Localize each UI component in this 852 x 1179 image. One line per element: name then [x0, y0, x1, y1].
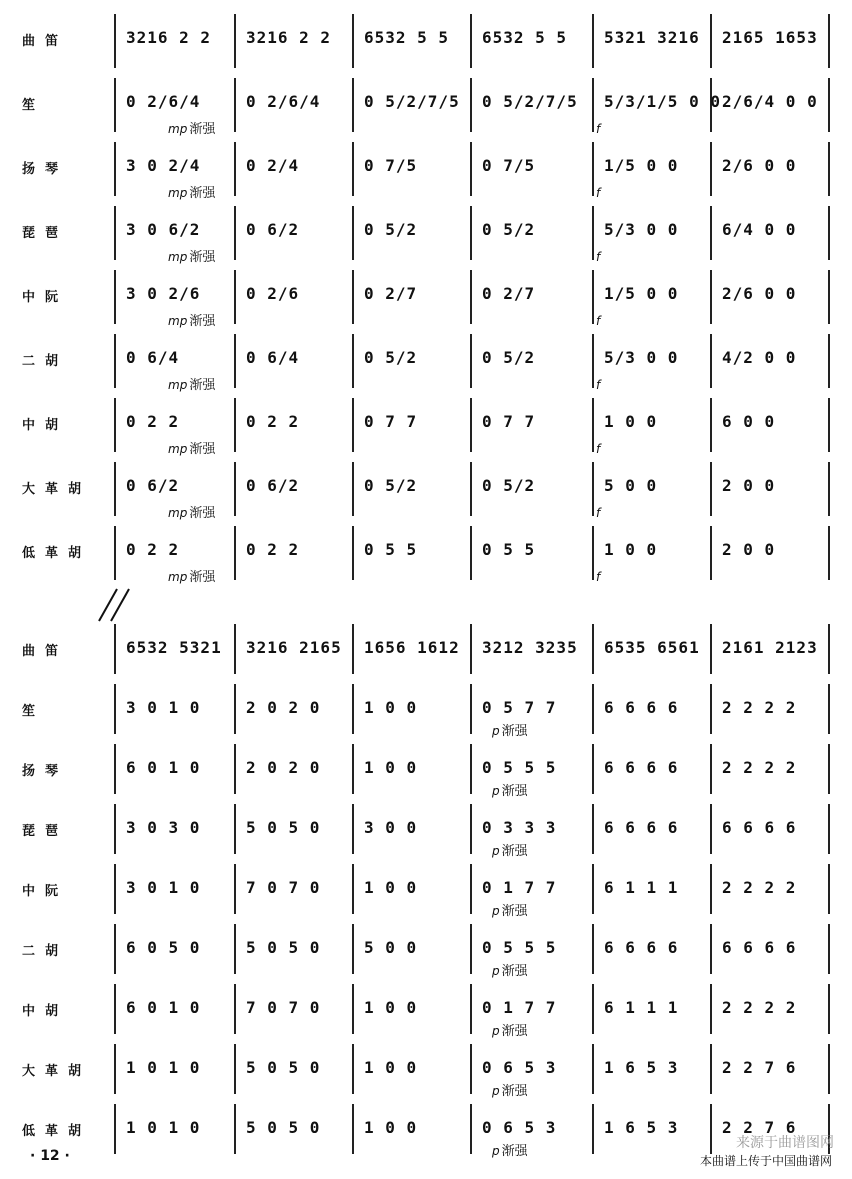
staff-row: [0, 918, 852, 978]
measure-notes: 0 2 2: [126, 540, 180, 559]
barline: [592, 526, 594, 580]
barline: [592, 78, 594, 132]
barline: [470, 398, 472, 452]
barline: [592, 864, 594, 914]
measure-notes: 0 5/2: [364, 220, 418, 239]
instrument-name: 大革胡: [22, 1064, 92, 1079]
barline: [470, 864, 472, 914]
measure-notes: 0 7/5: [482, 156, 536, 175]
barline: [352, 462, 354, 516]
measure-notes: 6 6 6 6: [604, 938, 679, 957]
measure-notes: 0 5 5: [364, 540, 418, 559]
barline: [114, 334, 116, 388]
barline: [352, 14, 354, 68]
measure-notes: 3 0 3 0: [126, 818, 201, 837]
measure-notes: 3 0 1 0: [126, 878, 201, 897]
staff-row: [0, 618, 852, 678]
barline: [828, 334, 830, 388]
source-note: 本曲谱上传于中国曲谱网: [699, 1154, 832, 1168]
dynamic-marking: mp 渐强: [168, 378, 216, 393]
barline: [114, 1044, 116, 1094]
barline: [114, 206, 116, 260]
barline: [114, 142, 116, 196]
barline: [352, 1104, 354, 1154]
instrument-name: 琵琶: [22, 226, 69, 241]
score-system-2: [0, 600, 852, 1160]
barline: [114, 804, 116, 854]
measure-notes: 0 5/2/7/5: [364, 92, 460, 111]
measure-notes: 0 1 7 7: [482, 878, 557, 897]
measure-notes: 7 0 7 0: [246, 878, 321, 897]
instrument-name: 低革胡: [22, 546, 92, 561]
staff-row: [0, 264, 852, 329]
barline: [710, 142, 712, 196]
measure-notes: 6535 6561: [604, 638, 700, 657]
barline: [470, 142, 472, 196]
barline: [470, 624, 472, 674]
measure-notes: 0 2 2: [246, 412, 300, 431]
dynamic-marking: p 渐强: [492, 904, 528, 919]
barline: [234, 924, 236, 974]
barline: [828, 624, 830, 674]
barline: [470, 526, 472, 580]
barline: [352, 398, 354, 452]
barline: [234, 864, 236, 914]
measure-notes: 0 2 2: [126, 412, 180, 431]
barline: [710, 334, 712, 388]
instrument-name: 二胡: [22, 354, 69, 369]
barline: [592, 206, 594, 260]
barline: [828, 142, 830, 196]
measure-notes: 6 0 5 0: [126, 938, 201, 957]
measure-notes: 6 6 6 6: [722, 818, 797, 837]
barline: [114, 684, 116, 734]
measure-notes: 2 0 0: [722, 476, 776, 495]
staff-row: [0, 1098, 852, 1158]
measure-notes: 2 2 2 2: [722, 998, 797, 1017]
barline: [828, 206, 830, 260]
instrument-name: 扬琴: [22, 764, 69, 779]
staff-row: [0, 798, 852, 858]
measure-notes: 0 5 5 5: [482, 758, 557, 777]
barline: [710, 270, 712, 324]
barline: [234, 206, 236, 260]
measure-notes: 6 0 0: [722, 412, 776, 431]
measure-notes: 2 2 7 6: [722, 1058, 797, 1077]
barline: [470, 206, 472, 260]
instrument-name: 中阮: [22, 290, 69, 305]
barline: [828, 804, 830, 854]
barline: [710, 864, 712, 914]
measure-notes: 6 6 6 6: [604, 698, 679, 717]
barline: [710, 924, 712, 974]
measure-notes: 3216 2 2: [246, 28, 332, 47]
barline: [592, 398, 594, 452]
measure-notes: 0 5/2: [482, 476, 536, 495]
measure-notes: 3 0 1 0: [126, 698, 201, 717]
barline: [352, 526, 354, 580]
measure-notes: 0 2/4: [246, 156, 300, 175]
measure-notes: 0 2 2: [246, 540, 300, 559]
measure-notes: 0 5 5: [482, 540, 536, 559]
measure-notes: 6 0 1 0: [126, 998, 201, 1017]
measure-notes: 2/6/4 0 0: [722, 92, 818, 111]
measure-notes: 2 0 2 0: [246, 758, 321, 777]
forte-marking: f: [596, 570, 601, 584]
measure-notes: 5 0 5 0: [246, 818, 321, 837]
barline: [470, 1104, 472, 1154]
barline: [352, 864, 354, 914]
barline: [828, 864, 830, 914]
forte-marking: f: [596, 186, 601, 200]
measure-notes: 0 3 3 3: [482, 818, 557, 837]
barline: [828, 78, 830, 132]
barline: [710, 624, 712, 674]
barline: [592, 984, 594, 1034]
barline: [114, 1104, 116, 1154]
measure-notes: 0 5 7 7: [482, 698, 557, 717]
barline: [470, 462, 472, 516]
instrument-name: 扬琴: [22, 162, 69, 177]
barline: [828, 526, 830, 580]
measure-notes: 6 6 6 6: [604, 818, 679, 837]
page-number: · 12 ·: [30, 1148, 70, 1164]
measure-notes: 2 2 7 6: [722, 1118, 797, 1137]
barline: [592, 142, 594, 196]
barline: [592, 624, 594, 674]
measure-notes: 5/3 0 0: [604, 348, 679, 367]
measure-notes: 0 6 5 3: [482, 1118, 557, 1137]
barline: [828, 1044, 830, 1094]
measure-notes: 0 6/2: [246, 220, 300, 239]
measure-notes: 3 0 6/2: [126, 220, 201, 239]
barline: [828, 398, 830, 452]
forte-marking: f: [596, 122, 601, 136]
barline: [470, 744, 472, 794]
staff-row: [0, 136, 852, 201]
barline: [352, 924, 354, 974]
barline: [234, 334, 236, 388]
barline: [828, 984, 830, 1034]
staff-row: [0, 328, 852, 393]
barline: [592, 334, 594, 388]
measure-notes: 6 1 1 1: [604, 998, 679, 1017]
barline: [352, 206, 354, 260]
barline: [352, 270, 354, 324]
measure-notes: 1/5 0 0: [604, 156, 679, 175]
measure-notes: 3212 3235: [482, 638, 578, 657]
dynamic-marking: mp 渐强: [168, 314, 216, 329]
dynamic-marking: mp 渐强: [168, 250, 216, 265]
barline: [234, 1044, 236, 1094]
measure-notes: 1 0 0: [604, 540, 658, 559]
instrument-name: 曲笛: [22, 644, 69, 659]
forte-marking: f: [596, 314, 601, 328]
barline: [234, 270, 236, 324]
dynamic-marking: mp 渐强: [168, 186, 216, 201]
measure-notes: 1 0 1 0: [126, 1058, 201, 1077]
barline: [710, 462, 712, 516]
staff-row: [0, 678, 852, 738]
barline: [592, 1104, 594, 1154]
barline: [470, 924, 472, 974]
measure-notes: 1 6 5 3: [604, 1058, 679, 1077]
barline: [234, 142, 236, 196]
staff-row: [0, 200, 852, 265]
barline: [710, 804, 712, 854]
measure-notes: 6 6 6 6: [722, 938, 797, 957]
barline: [710, 1104, 712, 1154]
forte-marking: f: [596, 378, 601, 392]
barline: [352, 142, 354, 196]
measure-notes: 0 6/2: [246, 476, 300, 495]
measure-notes: 2 2 2 2: [722, 758, 797, 777]
instrument-name: 中胡: [22, 1004, 69, 1019]
dynamic-marking: mp 渐强: [168, 122, 216, 137]
barline: [114, 624, 116, 674]
measure-notes: 0 2/7: [364, 284, 418, 303]
instrument-name: 中胡: [22, 418, 69, 433]
measure-notes: 6 1 1 1: [604, 878, 679, 897]
barline: [114, 924, 116, 974]
instrument-name: 低革胡: [22, 1124, 92, 1139]
dynamic-marking: p 渐强: [492, 1084, 528, 1099]
measure-notes: 5 0 5 0: [246, 1118, 321, 1137]
measure-notes: 2 0 2 0: [246, 698, 321, 717]
dynamic-marking: p 渐强: [492, 844, 528, 859]
measure-notes: 1 0 0: [364, 1058, 418, 1077]
barline: [234, 624, 236, 674]
instrument-name: 大革胡: [22, 482, 92, 497]
staff-row: [0, 738, 852, 798]
measure-notes: 7 0 7 0: [246, 998, 321, 1017]
measure-notes: 6532 5 5: [482, 28, 568, 47]
barline: [114, 984, 116, 1034]
barline: [234, 1104, 236, 1154]
barline: [710, 14, 712, 68]
barline: [592, 684, 594, 734]
measure-notes: 0 7 7: [364, 412, 418, 431]
measure-notes: 2 2 2 2: [722, 878, 797, 897]
barline: [234, 744, 236, 794]
barline: [710, 526, 712, 580]
barline: [470, 270, 472, 324]
measure-notes: 0 5/2: [482, 348, 536, 367]
barline: [352, 624, 354, 674]
barline: [592, 924, 594, 974]
barline: [592, 14, 594, 68]
barline: [234, 14, 236, 68]
measure-notes: 2 2 2 2: [722, 698, 797, 717]
barline: [470, 684, 472, 734]
measure-notes: 0 2/7: [482, 284, 536, 303]
measure-notes: 0 5/2: [482, 220, 536, 239]
barline: [470, 14, 472, 68]
measure-notes: 2/6 0 0: [722, 156, 797, 175]
barline: [114, 526, 116, 580]
measure-notes: 3216 2165: [246, 638, 342, 657]
instrument-name: 中阮: [22, 884, 69, 899]
measure-notes: 0 6/4: [126, 348, 180, 367]
staff-row: [0, 520, 852, 585]
measure-notes: 6532 5321: [126, 638, 222, 657]
instrument-name: 笙: [22, 98, 46, 113]
barline: [114, 864, 116, 914]
barline: [234, 804, 236, 854]
instrument-name: 笙: [22, 704, 46, 719]
measure-notes: 1 0 1 0: [126, 1118, 201, 1137]
barline: [592, 1044, 594, 1094]
measure-notes: 5 0 5 0: [246, 1058, 321, 1077]
barline: [352, 684, 354, 734]
barline: [828, 462, 830, 516]
barline: [470, 334, 472, 388]
measure-notes: 3 0 0: [364, 818, 418, 837]
measure-notes: 0 5/2/7/5: [482, 92, 578, 111]
measure-notes: 1/5 0 0: [604, 284, 679, 303]
measure-notes: 0 2/6/4: [126, 92, 201, 111]
dynamic-marking: p 渐强: [492, 964, 528, 979]
barline: [710, 206, 712, 260]
measure-notes: 2/6 0 0: [722, 284, 797, 303]
barline: [114, 744, 116, 794]
measure-notes: 1 6 5 3: [604, 1118, 679, 1137]
measure-notes: 1 0 0: [604, 412, 658, 431]
barline: [828, 270, 830, 324]
measure-notes: 1656 1612: [364, 638, 460, 657]
measure-notes: 1 0 0: [364, 998, 418, 1017]
measure-notes: 0 6 5 3: [482, 1058, 557, 1077]
forte-marking: f: [596, 506, 601, 520]
barline: [352, 804, 354, 854]
measure-notes: 5/3 0 0: [604, 220, 679, 239]
barline: [592, 270, 594, 324]
barline: [470, 78, 472, 132]
barline: [114, 270, 116, 324]
watermark: 来源于曲谱图网: [736, 1135, 834, 1151]
measure-notes: 5 0 5 0: [246, 938, 321, 957]
barline: [114, 14, 116, 68]
measure-notes: 1 0 0: [364, 878, 418, 897]
barline: [470, 984, 472, 1034]
forte-marking: f: [596, 250, 601, 264]
barline: [710, 684, 712, 734]
measure-notes: 5321 3216: [604, 28, 700, 47]
measure-notes: 6 0 1 0: [126, 758, 201, 777]
measure-notes: 4/2 0 0: [722, 348, 797, 367]
measure-notes: 5/3/1/5 0 0: [604, 92, 721, 111]
barline: [352, 984, 354, 1034]
measure-notes: 3216 2 2: [126, 28, 212, 47]
staff-row: [0, 8, 852, 68]
measure-notes: 5 0 0: [364, 938, 418, 957]
dynamic-marking: mp 渐强: [168, 506, 216, 521]
instrument-name: 曲笛: [22, 34, 69, 49]
barline: [114, 78, 116, 132]
barline: [710, 1044, 712, 1094]
measure-notes: 0 7/5: [364, 156, 418, 175]
measure-notes: 1 0 0: [364, 1118, 418, 1137]
measure-notes: 1 0 0: [364, 758, 418, 777]
barline: [710, 984, 712, 1034]
barline: [234, 462, 236, 516]
measure-notes: 0 1 7 7: [482, 998, 557, 1017]
measure-notes: 0 6/2: [126, 476, 180, 495]
barline: [234, 78, 236, 132]
dynamic-marking: p 渐强: [492, 1024, 528, 1039]
barline: [234, 984, 236, 1034]
staff-row: [0, 456, 852, 521]
barline: [352, 744, 354, 794]
barline: [828, 684, 830, 734]
instrument-name: 琵琶: [22, 824, 69, 839]
staff-row: [0, 978, 852, 1038]
staff-row: [0, 858, 852, 918]
staff-row: [0, 392, 852, 457]
dynamic-marking: p 渐强: [492, 724, 528, 739]
measure-notes: 0 5 5 5: [482, 938, 557, 957]
barline: [592, 744, 594, 794]
dynamic-marking: p 渐强: [492, 1144, 528, 1159]
barline: [592, 804, 594, 854]
measure-notes: 0 2/6/4: [246, 92, 321, 111]
staff-row: [0, 1038, 852, 1098]
measure-notes: 0 7 7: [482, 412, 536, 431]
measure-notes: 0 5/2: [364, 348, 418, 367]
barline: [828, 744, 830, 794]
barline: [828, 14, 830, 68]
staff-row: [0, 72, 852, 137]
barline: [234, 526, 236, 580]
measure-notes: 3 0 2/6: [126, 284, 201, 303]
measure-notes: 2165 1653: [722, 28, 818, 47]
barline: [114, 398, 116, 452]
measure-notes: 3 0 2/4: [126, 156, 201, 175]
measure-notes: 2161 2123: [722, 638, 818, 657]
measure-notes: 5 0 0: [604, 476, 658, 495]
measure-notes: 0 6/4: [246, 348, 300, 367]
barline: [114, 462, 116, 516]
measure-notes: 6 6 6 6: [604, 758, 679, 777]
measure-notes: 6532 5 5: [364, 28, 450, 47]
measure-notes: 0 5/2: [364, 476, 418, 495]
measure-notes: 6/4 0 0: [722, 220, 797, 239]
dynamic-marking: mp 渐强: [168, 442, 216, 457]
barline: [470, 804, 472, 854]
barline: [352, 1044, 354, 1094]
dynamic-marking: mp 渐强: [168, 570, 216, 585]
barline: [352, 334, 354, 388]
barline: [234, 398, 236, 452]
barline: [828, 924, 830, 974]
forte-marking: f: [596, 442, 601, 456]
barline: [710, 744, 712, 794]
barline: [470, 1044, 472, 1094]
measure-notes: 1 0 0: [364, 698, 418, 717]
measure-notes: 2 0 0: [722, 540, 776, 559]
dynamic-marking: p 渐强: [492, 784, 528, 799]
barline: [234, 684, 236, 734]
instrument-name: 二胡: [22, 944, 69, 959]
barline: [352, 78, 354, 132]
measure-notes: 0 2/6: [246, 284, 300, 303]
barline: [710, 398, 712, 452]
barline: [592, 462, 594, 516]
